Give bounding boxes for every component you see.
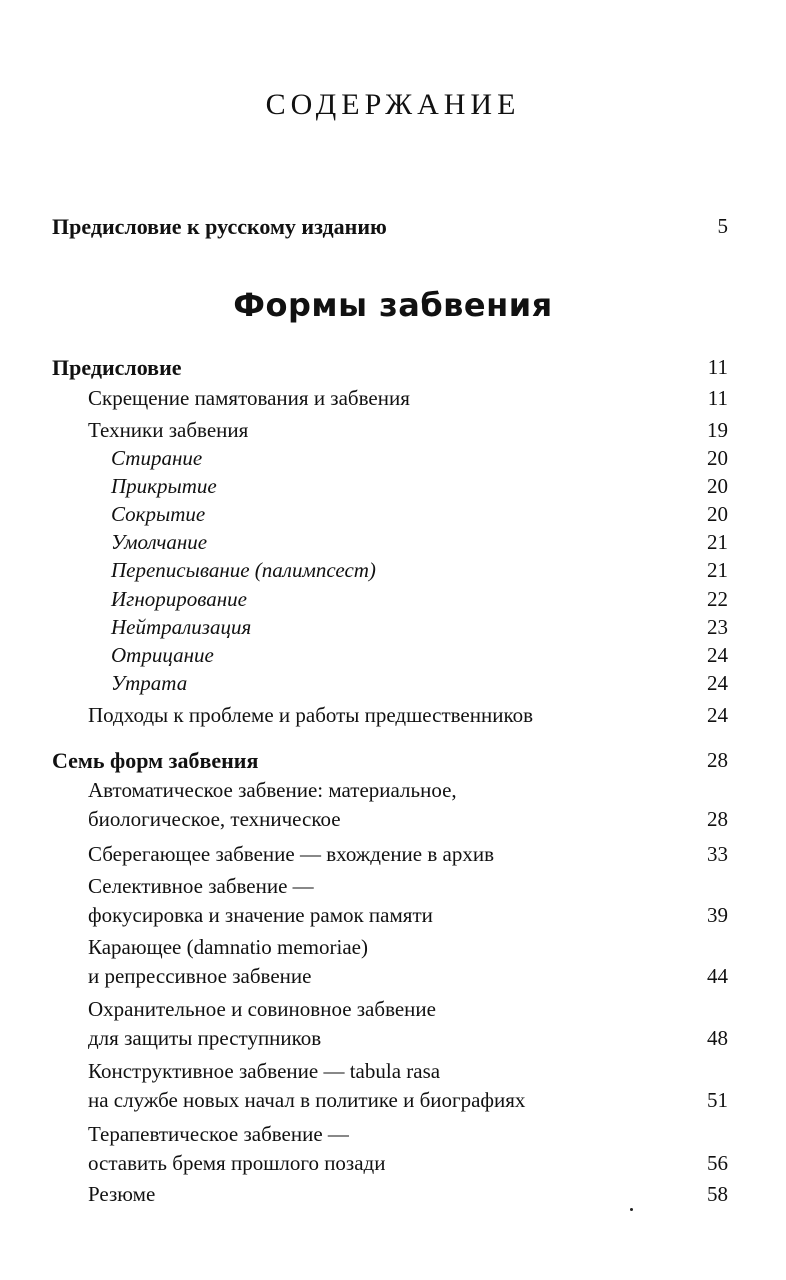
toc-entry-label [88, 1057, 525, 1115]
toc-entry-page: 20 [707, 502, 728, 526]
toc-entry-label-line: Терапевтическое забвение — [88, 1122, 349, 1146]
toc-entry-label [88, 872, 433, 930]
toc-entry-label: Умолчание [111, 530, 208, 554]
toc-entry-page: 51 [707, 1088, 728, 1112]
toc-entry-label-line: для защиты преступников [88, 1026, 322, 1050]
toc-entry-label: Резюме [88, 1182, 156, 1206]
toc-entry-label-line: Селективное забвение — [88, 874, 314, 898]
toc-entry-label: Сокрытие [111, 502, 206, 526]
toc-entry-label-line: биологическое, техническое [88, 807, 341, 831]
toc-entry-label-line: Охранительное и совиновное забвение [88, 997, 436, 1021]
toc-entry-label [88, 933, 368, 991]
toc-entry-page: 11 [707, 386, 728, 410]
toc-entry-page: 33 [707, 842, 728, 866]
toc-entry-label-line: и репрессивное забвение [88, 964, 312, 988]
toc-entry-label: Предисловие к русскому изданию [52, 214, 387, 239]
toc-entry-level2 [0, 1057, 786, 1115]
toc-entry-page: 56 [707, 1151, 728, 1175]
toc-entry-label: Скрещение памятования и забвения [88, 386, 410, 410]
toc-entry-label-line: Автоматическое забвение: материальное, [88, 778, 457, 802]
toc-entry-page: 23 [707, 615, 728, 639]
toc-heading: СОДЕРЖАНИЕ [265, 88, 521, 121]
toc-entry-page: 21 [707, 558, 728, 582]
toc-entry-page: 20 [707, 474, 728, 498]
toc-entry-page: 24 [707, 703, 728, 727]
toc-entry-label: Техники забвения [88, 418, 249, 442]
toc-entry-label: Отрицание [111, 643, 214, 667]
toc-entry-level2 [0, 872, 786, 930]
toc-entry-label [88, 776, 457, 834]
toc-entry-page: 28 [707, 807, 728, 831]
toc-entry-level2 [0, 776, 786, 834]
toc-entry-label [88, 995, 436, 1053]
section-title: Формы забвения [233, 286, 553, 324]
toc-entry-label: Прикрытие [111, 474, 217, 498]
toc-entry-page: 19 [707, 418, 728, 442]
toc-entry-page: 58 [707, 1182, 728, 1206]
toc-entry-page: 24 [707, 643, 728, 667]
toc-entry-page: 39 [707, 903, 728, 927]
toc-entry-page: 21 [707, 530, 728, 554]
toc-entry-page: 24 [707, 671, 728, 695]
toc-entry-label-line: оставить бремя прошлого позади [88, 1151, 386, 1175]
toc-entry-label-line: Конструктивное забвение — tabula rasa [88, 1059, 441, 1083]
toc-entry-page: 48 [707, 1026, 728, 1050]
toc-entry-level2 [0, 1120, 786, 1178]
toc-entry-page: 28 [707, 748, 728, 772]
toc-entry-label: Игнорирование [111, 587, 247, 611]
toc-entry-label-line: фокусировка и значение рамок памяти [88, 903, 433, 927]
toc-entry-label-line: на службе новых начал в политике и биографиях [88, 1088, 526, 1112]
toc-entry-label: Сберегающее забвение — вхождение в архив [88, 842, 495, 866]
toc-entry-page: 22 [707, 587, 728, 611]
toc-entry-label: Стирание [111, 446, 203, 470]
toc-entry-label [88, 1120, 385, 1178]
toc-entry-page: 44 [707, 964, 728, 988]
toc-entry-level2 [0, 995, 786, 1053]
toc-entry-label: Нейтрализация [111, 615, 252, 639]
toc-entry-label-line: Карающее (damnatio memoriae) [88, 935, 368, 959]
toc-entry-page: 11 [707, 355, 728, 379]
toc-entry-label: Семь форм забвения [52, 748, 259, 773]
toc-entry-level2 [0, 933, 786, 991]
toc-entry-label: Подходы к проблеме и работы предшественников [88, 703, 534, 727]
toc-entry-page: 5 [717, 214, 728, 238]
toc-entry-label: Предисловие [52, 355, 182, 380]
print-speck [630, 1208, 633, 1211]
toc-entry-label: Переписывание (палимпсест) [111, 558, 376, 582]
toc-entry-label: Утрата [111, 671, 188, 695]
toc-entry-page: 20 [707, 446, 728, 470]
